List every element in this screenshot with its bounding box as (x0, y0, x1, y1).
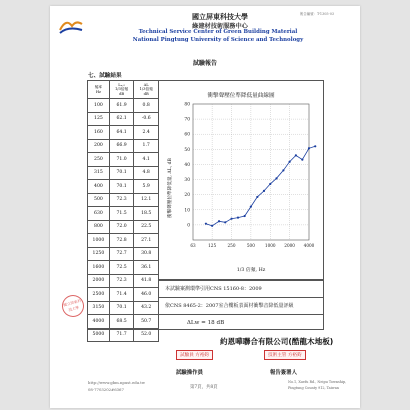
cell-level: 71.4 (109, 288, 134, 302)
y-tick-label: 30 (184, 178, 190, 184)
table-row (88, 112, 159, 126)
data-point (263, 190, 265, 192)
cell-frequency: 315 (88, 166, 110, 180)
university-logo (58, 16, 84, 36)
y-tick-label: 40 (184, 162, 190, 168)
university-name: 國立屏東科技大學 (192, 12, 248, 21)
y-tick-label: 50 (184, 147, 190, 153)
chart-title: 衝擊聲壓位準降低量曲線圖 (207, 93, 275, 99)
test-standard: 本試驗案測環準引用CNS 15160-8：2009 (159, 280, 323, 297)
cell-level: 72.3 (109, 274, 134, 288)
cell-reduction: 36.1 (134, 261, 159, 275)
document-number: 報告編號：T-1305-03 (300, 12, 335, 16)
cell-level: 70.1 (109, 180, 134, 194)
section-label: 七、試驗結果 (88, 73, 122, 79)
data-point (314, 145, 316, 147)
report-title: 試驗報告 (192, 60, 217, 67)
cell-frequency: 500 (88, 193, 110, 207)
operator-label: 試驗操作員 (176, 370, 203, 376)
data-point (295, 154, 297, 156)
table-row (88, 207, 159, 221)
cell-level: 68.5 (109, 315, 134, 329)
cell-level: 62.1 (109, 112, 134, 126)
cell-reduction: 4.1 (134, 153, 159, 167)
table-row (88, 261, 159, 275)
chart-y-label: 衝擊聲壓位準降低量, ΔL, dB (168, 158, 173, 218)
cell-frequency: 200 (88, 139, 110, 153)
operator-stamp: 試驗員 方裕鈞 (176, 350, 213, 360)
cell-reduction: 50.7 (134, 315, 159, 329)
data-point (301, 159, 303, 161)
footer-page-number: 第7頁，共8頁 (190, 385, 218, 390)
cell-level: 71.5 (109, 207, 134, 221)
center-name-en: Technical Service Center of Green Building Material (138, 29, 298, 35)
info-box (159, 280, 324, 315)
chart-x-label: 1/3 倍頻, Hz (236, 268, 266, 273)
table-row (88, 166, 159, 180)
cell-reduction: 41.8 (134, 274, 159, 288)
cell-reduction: 27.1 (134, 234, 159, 248)
cell-level: 72.5 (109, 261, 134, 275)
cell-reduction: 18.5 (134, 207, 159, 221)
footer-address-line1: No.1, Xuefu Rd., Neipu Township, (288, 380, 347, 384)
table-row (88, 193, 159, 207)
x-tick-label: 500 (246, 243, 255, 248)
series-line (206, 146, 315, 226)
rating-standard: 依CNS 8465-2：2007室合樓板表面材衝擊音降低量評級 (159, 297, 323, 314)
y-tick-label: 60 (184, 132, 190, 138)
data-point (224, 221, 226, 223)
table-row (88, 288, 159, 302)
cell-level: 71.7 (109, 328, 134, 342)
table-row (88, 220, 159, 234)
x-tick-label: 250 (227, 243, 236, 248)
company-name: 約恩嘩聯合有限公司(酷龍木地板) (220, 337, 334, 346)
cell-reduction: 2.4 (134, 126, 159, 140)
cell-level: 64.1 (109, 126, 134, 140)
university-name-en: National Pingtung University of Science and Technology (132, 37, 304, 43)
cell-frequency: 5000 (88, 328, 110, 342)
data-point (244, 215, 246, 217)
data-point (289, 161, 291, 163)
cell-reduction: 22.5 (134, 220, 159, 234)
col-reduction: ΔL 1/3倍頻 dB (134, 81, 159, 99)
cell-frequency: 1000 (88, 234, 110, 248)
cell-frequency: 2000 (88, 274, 110, 288)
x-tick-label: 2000 (284, 243, 295, 248)
cell-reduction: 43.2 (134, 301, 159, 315)
cell-frequency: 400 (88, 180, 110, 194)
data-point (282, 169, 284, 171)
weighted-rating: ΔLw = 18 dB (87, 314, 324, 330)
table-row (88, 180, 159, 194)
cell-level: 70.1 (109, 301, 134, 315)
cell-reduction: 5.9 (134, 180, 159, 194)
x-tick-label: 4000 (303, 243, 315, 248)
x-tick-label: 125 (208, 243, 217, 248)
data-point (275, 177, 277, 179)
data-point (211, 225, 213, 227)
table-row (88, 328, 159, 342)
cell-reduction: -0.6 (134, 112, 159, 126)
cell-level: 72.7 (109, 247, 134, 261)
cell-reduction: 30.8 (134, 247, 159, 261)
cell-level: 61.9 (109, 99, 134, 113)
cell-frequency: 3150 (88, 301, 110, 315)
data-point (269, 183, 271, 185)
results-table (87, 80, 159, 342)
footer-website[interactable]: http://www.gbm.npust.edu.tw (88, 380, 146, 385)
cell-frequency: 2500 (88, 288, 110, 302)
cell-frequency: 630 (88, 207, 110, 221)
table-row (88, 247, 159, 261)
cell-reduction: 52.0 (134, 328, 159, 342)
data-point (205, 223, 207, 225)
x-tick-label: 1000 (264, 243, 276, 248)
cell-level: 72.8 (109, 234, 134, 248)
x-tick-label: 63 (190, 243, 196, 248)
cell-frequency: 160 (88, 126, 110, 140)
footer-phone: 08-7703202#6367 (88, 387, 124, 392)
cell-frequency: 125 (88, 112, 110, 126)
y-tick-label: 70 (184, 117, 190, 123)
y-tick-label: 10 (184, 208, 190, 214)
cell-level: 70.1 (109, 166, 134, 180)
cell-frequency: 4000 (88, 315, 110, 329)
signer-stamp: 技術主管 方裕鈞 (264, 350, 306, 360)
cell-reduction: 46.0 (134, 288, 159, 302)
cell-reduction: 4.8 (134, 166, 159, 180)
col-level: Lₙ,₀ 1/3倍頻 dB (109, 81, 134, 99)
data-point (218, 220, 220, 222)
y-tick-label: 20 (184, 193, 190, 199)
cell-level: 72.0 (109, 220, 134, 234)
cell-level: 72.3 (109, 193, 134, 207)
cell-reduction: 0.8 (134, 99, 159, 113)
cell-frequency: 100 (88, 99, 110, 113)
signer-label: 報告簽署人 (270, 370, 297, 376)
data-point (230, 218, 232, 220)
cell-level: 71.0 (109, 153, 134, 167)
data-point (237, 217, 239, 219)
table-row (88, 274, 159, 288)
data-point (256, 196, 258, 198)
data-point (250, 206, 252, 208)
cell-frequency: 250 (88, 153, 110, 167)
y-tick-label: 0 (187, 223, 190, 229)
table-row (88, 99, 159, 113)
cell-frequency: 1250 (88, 247, 110, 261)
table-row (88, 139, 159, 153)
cell-frequency: 1600 (88, 261, 110, 275)
table-row (88, 126, 159, 140)
cell-reduction: 12.1 (134, 193, 159, 207)
footer-address-line2: Pingtung County 912, Taiwan (288, 386, 339, 390)
data-point (308, 147, 310, 149)
table-row (88, 153, 159, 167)
reduction-chart (159, 80, 324, 280)
table-row (88, 234, 159, 248)
y-tick-label: 80 (184, 102, 190, 108)
col-frequency: 頻率 Hz (88, 81, 110, 99)
cell-frequency: 800 (88, 220, 110, 234)
table-row (88, 301, 159, 315)
cell-level: 66.9 (109, 139, 134, 153)
cell-reduction: 1.7 (134, 139, 159, 153)
center-name: 綠建材技術服務中心 (192, 23, 248, 30)
official-seal: 國立屏東科技大學 (60, 293, 87, 320)
